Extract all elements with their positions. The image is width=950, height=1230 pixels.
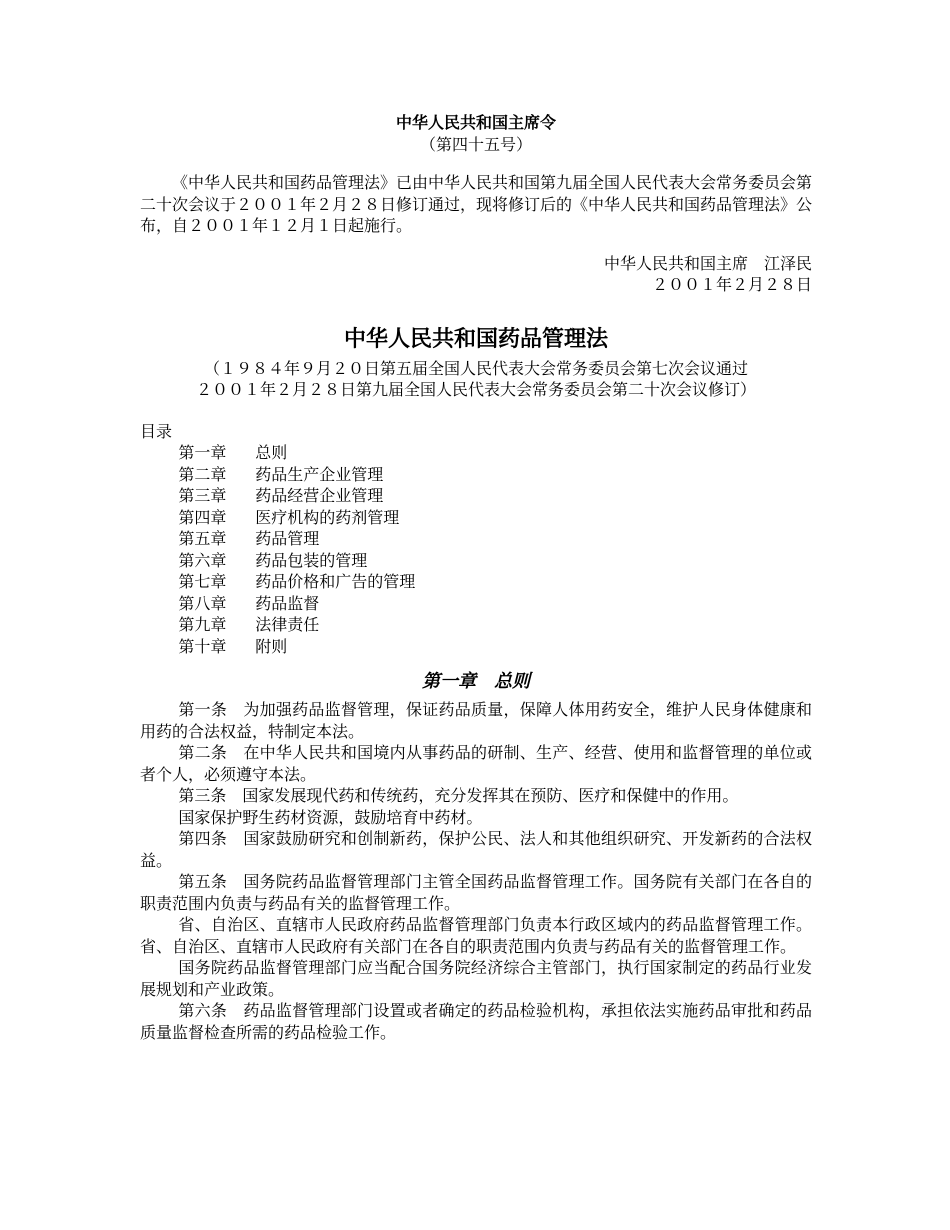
document-page: [140, 112, 812, 1043]
toc-item: [178, 593, 812, 615]
toc-chapter-title: 附则: [255, 636, 288, 656]
toc-chapter-number: 第八章: [178, 593, 227, 613]
toc-item: [178, 614, 812, 636]
toc-chapter-title: 药品管理: [255, 529, 320, 548]
article-text: 国务院药品监督管理部门主管全国药品监督管理工作。国务院有关部门在各自的职责范围内负责与药品有关的监督管理工作。: [140, 872, 812, 913]
chapter-title: 第一章 总则: [422, 671, 530, 692]
toc-chapter-number: 第五章: [178, 529, 227, 548]
toc-chapter-title: 总则: [255, 443, 288, 462]
toc-item: [178, 464, 812, 486]
article-number: 第五条: [178, 872, 228, 891]
toc-item: [178, 571, 812, 593]
toc-chapter-number: 第六章: [178, 550, 227, 570]
article-text: 国家鼓励研究和创制新药，保护公民、法人和其他组织研究、开发新药的合法权益。: [140, 829, 812, 870]
article-number: 第四条: [178, 829, 228, 848]
toc-chapter-title: 药品监督: [255, 593, 320, 613]
article-paragraph: [140, 699, 812, 742]
toc-chapter-number: 第七章: [178, 572, 227, 591]
toc-chapter-number: 第九章: [178, 615, 227, 634]
article-text: 国家发展现代药和传统药，充分发挥其在预防、医疗和保健中的作用。: [242, 786, 739, 805]
article-text: 药品监督管理部门设置或者确定的药品检验机构，承担依法实施药品审批和药品质量监督检查所需的药品检验工作。: [140, 1001, 812, 1042]
toc-item: [178, 442, 812, 464]
article-paragraph: [140, 957, 812, 1000]
toc-item: [178, 528, 812, 550]
toc-item: [178, 485, 812, 507]
toc-item: [178, 550, 812, 572]
law-subtitle-line1: （１９８４年９月２０日第五届全国人民代表大会常务委员会第七次会议通过: [203, 358, 748, 378]
article-text: 国家保护野生药材资源，鼓励培育中药材。: [178, 807, 483, 827]
decree-number: （第四十五号）: [419, 135, 532, 154]
article-paragraph: [140, 828, 812, 871]
article-paragraph: [140, 807, 812, 829]
toc-chapter-title: 药品生产企业管理: [255, 464, 384, 484]
law-subtitle-line2: ２００１年２月２８日第九届全国人民代表大会常务委员会第二十次会议修订）: [195, 380, 756, 399]
toc-chapter-number: 第三章: [178, 486, 227, 505]
toc-item: [178, 507, 812, 529]
toc-chapter-number: 第四章: [178, 507, 227, 527]
article-paragraph: [140, 1000, 812, 1043]
table-of-contents: [140, 442, 812, 657]
toc-label: 目录: [140, 421, 173, 441]
article-paragraph: [140, 871, 812, 914]
article-number: 第二条: [178, 743, 228, 762]
decree-title: 中华人民共和国主席令: [395, 113, 556, 132]
article-text: 在中华人民共和国境内从事药品的研制、生产、经营、使用和监督管理的单位或者个人，必须遵守本法。: [140, 743, 812, 784]
law-title: 中华人民共和国药品管理法: [343, 326, 608, 352]
article-text: 国务院药品监督管理部门应当配合国务院经济综合主管部门，执行国家制定的药品行业发展规划和产业政策。: [140, 958, 812, 999]
article-number: 第一条: [178, 700, 228, 719]
decree-date: ２００１年２月２８日: [651, 275, 812, 294]
toc-chapter-number: 第二章: [178, 464, 227, 484]
toc-chapter-number: 第十章: [178, 636, 227, 656]
article-text: 省、自治区、直辖市人民政府药品监督管理部门负责本行政区域内的药品监督管理工作。省、自治区、直辖市人民政府有关部门在各自的职责范围内负责与药品有关的监督管理工作。: [140, 915, 812, 956]
article-paragraph: [140, 785, 812, 807]
article-number: 第六条: [178, 1001, 228, 1020]
article-paragraph: [140, 742, 812, 785]
article-paragraph: [140, 914, 812, 957]
toc-chapter-title: 医疗机构的药剂管理: [255, 507, 400, 527]
toc-chapter-title: 药品经营企业管理: [255, 486, 384, 505]
toc-chapter-title: 法律责任: [255, 615, 320, 634]
article-number: 第三条: [178, 786, 227, 805]
decree-body: 《中华人民共和国药品管理法》已由中华人民共和国第九届全国人民代表大会常务委员会第二十次会议于２００１年２月２８日修订通过，现将修订后的《中华人民共和国药品管理法》公布，自２００１年１２月１日起施行。: [140, 173, 813, 235]
toc-chapter-number: 第一章: [178, 443, 227, 462]
article-text: 为加强药品监督管理，保证药品质量，保障人体用药安全，维护人民身体健康和用药的合法权益，特制定本法。: [140, 700, 812, 741]
toc-item: [178, 636, 812, 658]
decree-signer: 中华人民共和国主席 江泽民: [603, 253, 812, 273]
chapter-body: [140, 699, 812, 1043]
toc-chapter-title: 药品价格和广告的管理: [255, 572, 416, 591]
toc-chapter-title: 药品包装的管理: [255, 550, 368, 570]
